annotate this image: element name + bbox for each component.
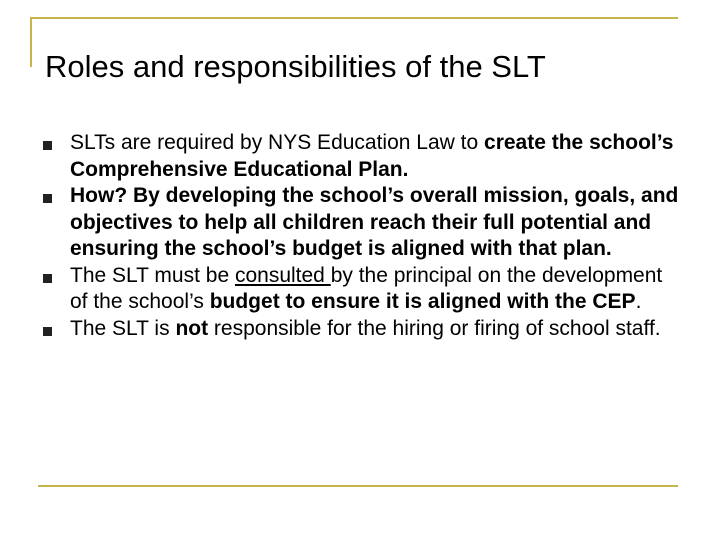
bullet-item [40,263,680,316]
bullet-text-underlined: consulted [234,263,331,287]
bullet-text-bold: not [175,316,209,340]
bullet-text-bold: create the school’s Comprehensive Educational Plan. [70,131,674,181]
title-frame-left [30,17,32,67]
bullet-text: The SLT is [70,316,176,340]
bullet-text-bold: How? By developing the school’s overall mission, goals, and objectives to help all children reach their full potential and ensuring the school’s budget is aligned with that plan. [70,184,679,260]
bullet-text: The SLT must be [70,263,235,287]
bullet-item [40,130,680,183]
slide-title: Roles and responsibilities of the SLT [45,48,546,84]
square-bullet-icon [43,141,52,150]
bullet-text-bold: budget to ensure it is aligned with the CEP [209,290,636,313]
square-bullet-icon [43,274,52,283]
bullet-text: responsible for the hiring or firing of school staff. [208,316,661,340]
title-frame-top [30,17,678,19]
bullet-text: . [635,290,642,313]
bullet-item [40,316,680,343]
square-bullet-icon [43,327,52,336]
bullet-text: SLTs are required by NYS Education Law to [70,131,485,154]
bottom-divider [38,485,678,487]
bullet-item [40,183,680,263]
square-bullet-icon [43,194,52,203]
bullet-list [40,130,680,342]
bullet-text: by the principal on the development of the school’s [70,263,663,313]
